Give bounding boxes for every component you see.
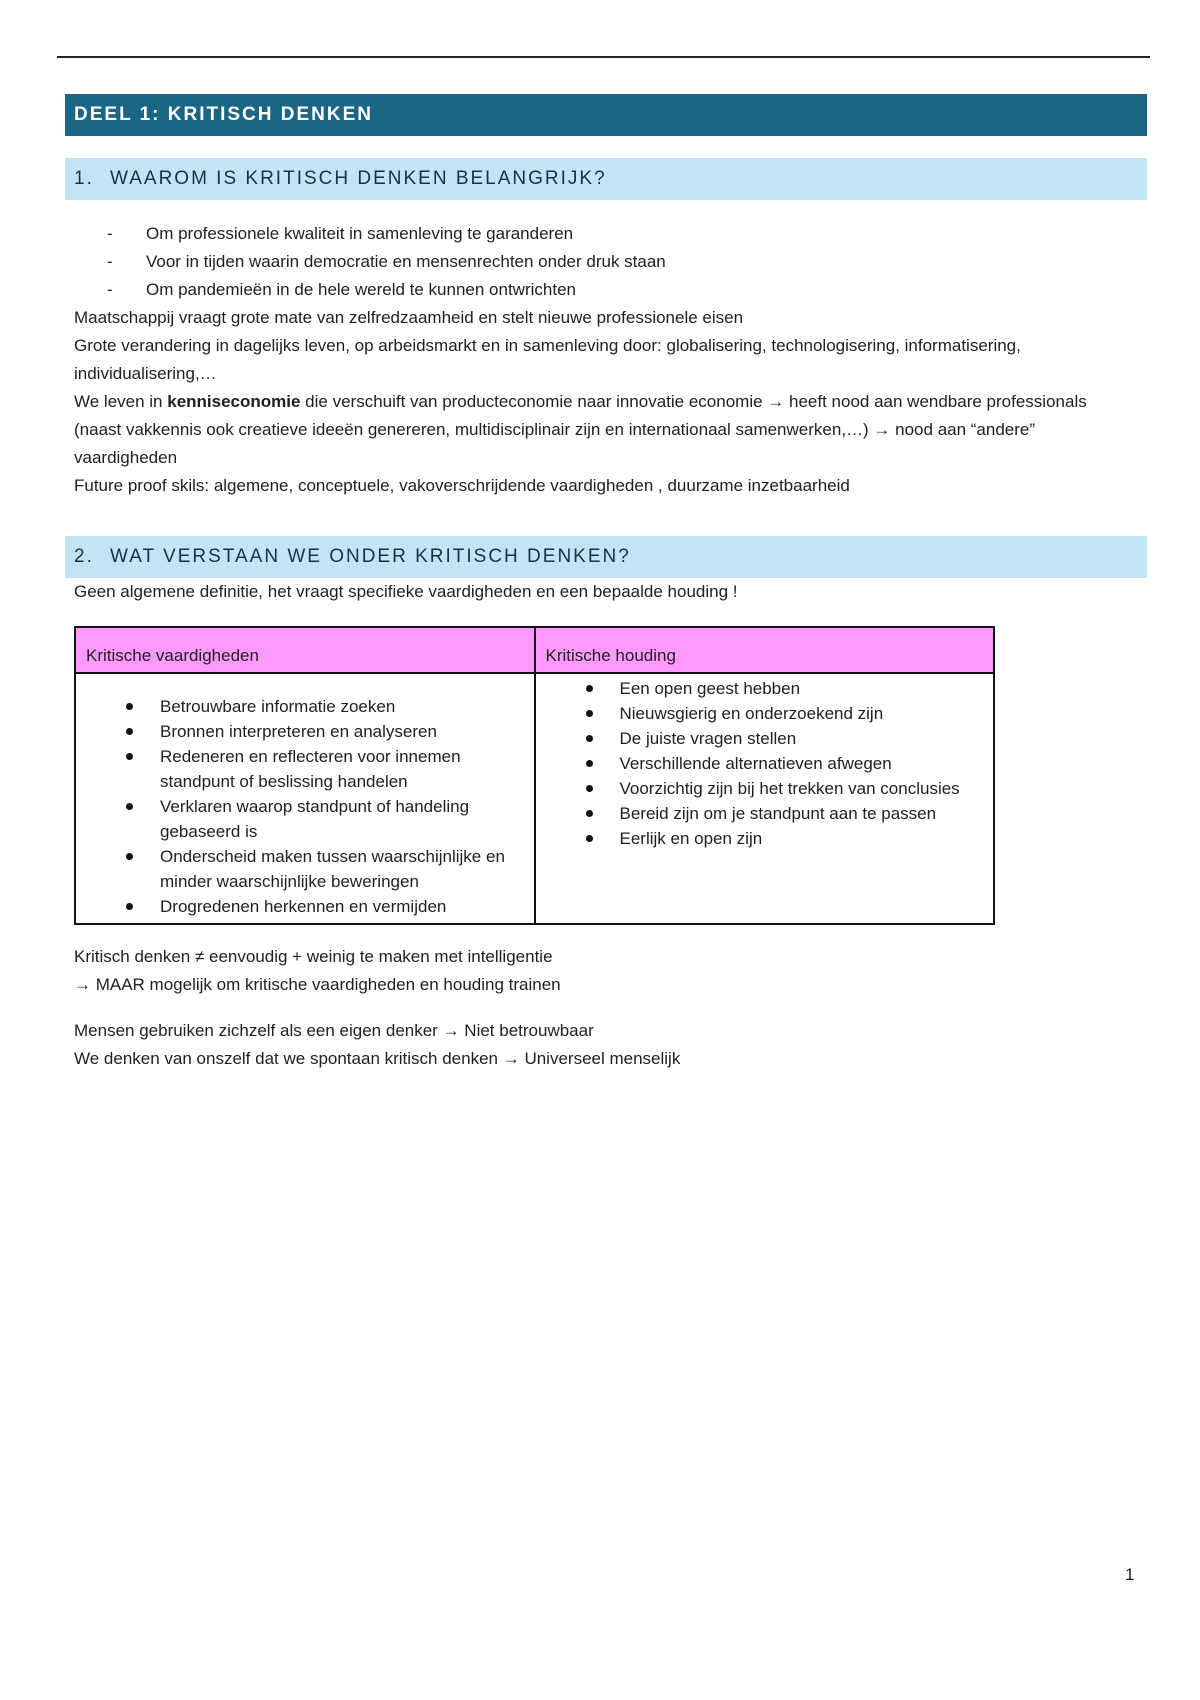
attitude-list: [536, 674, 994, 851]
paragraph-definition: Geen algemene definitie, het vraagt specifieke vaardigheden en een bepaalde houding !: [74, 582, 738, 601]
section-1-number: 1.: [74, 168, 94, 189]
list-item: [536, 751, 994, 776]
list-item: [76, 744, 534, 794]
bullet-icon: [126, 703, 133, 710]
note-line: Mensen gebruiken zichzelf als een eigen denker → Niet betrouwbaar: [74, 1021, 594, 1040]
list-item-text: Verschillende alternatieven afwegen: [619, 754, 892, 773]
list-item-text: Onderscheid maken tussen waarschijnlijke en minder waarschijnlijke beweringen: [160, 847, 505, 891]
table-header-attitude: Kritische houding: [535, 627, 995, 673]
list-item-text: Redeneren en reflecteren voor innemen standpunt of beslissing handelen: [160, 747, 461, 791]
paragraph-change: Grote verandering in dagelijks leven, op arbeidsmarkt en in samenleving door: globalisering, technologisering, informatisering, individualisering,…: [74, 336, 1021, 383]
table-cell-skills: [75, 673, 535, 924]
bullet-icon: [586, 810, 593, 817]
paragraph-text: We leven in: [74, 392, 168, 411]
list-item: [536, 776, 994, 801]
bullet-icon: [126, 753, 133, 760]
section-1-title: WAAROM IS KRITISCH DENKEN BELANGRIJK?: [110, 168, 607, 189]
list-item-text: Voor in tijden waarin democratie en mensenrechten onder druk staan: [146, 252, 666, 271]
section-1-bullet-list: [65, 220, 1147, 304]
paragraph-knowledge-economy: [65, 388, 1134, 472]
critical-thinking-table: [74, 626, 995, 925]
note-line: Kritisch denken ≠ eenvoudig + weinig te maken met intelligentie: [74, 947, 553, 966]
bullet-icon: [586, 785, 593, 792]
paragraph-society: Maatschappij vraagt grote mate van zelfredzaamheid en stelt nieuwe professionele eisen: [74, 308, 744, 327]
list-item: [76, 719, 534, 744]
bullet-icon: [126, 903, 133, 910]
note-block-1: [65, 943, 1147, 999]
list-item: [65, 248, 1147, 276]
note-line: We denken van onszelf dat we spontaan kritisch denken → Universeel menselijk: [74, 1049, 681, 1068]
section-2-number: 2.: [74, 546, 94, 567]
dash-marker: -: [107, 224, 113, 243]
bullet-icon: [126, 803, 133, 810]
list-item-text: Bronnen interpreteren en analyseren: [160, 722, 437, 741]
list-item: [536, 676, 994, 701]
list-item: [65, 220, 1147, 248]
list-item: [65, 276, 1147, 304]
list-item: [536, 826, 994, 851]
bullet-icon: [586, 760, 593, 767]
section-2-title: WAT VERSTAAN WE ONDER KRITISCH DENKEN?: [110, 546, 631, 567]
bullet-icon: [586, 735, 593, 742]
list-item-text: Drogredenen herkennen en vermijden: [160, 897, 447, 916]
paragraph-future-proof: Future proof skils: algemene, conceptuele, vakoverschrijdende vaardigheden , duurzame inzetbaarheid: [74, 476, 850, 495]
list-item: [536, 701, 994, 726]
list-item: [536, 801, 994, 826]
list-item: [536, 726, 994, 751]
document-body: [65, 94, 1147, 1073]
list-item-text: Om professionele kwaliteit in samenleving te garanderen: [146, 224, 574, 243]
section-1-header: [65, 158, 1147, 200]
table-header-skills: Kritische vaardigheden: [75, 627, 535, 673]
note-line: → MAAR mogelijk om kritische vaardigheden en houding trainen: [74, 975, 561, 994]
list-item: [76, 844, 534, 894]
list-item-text: Verklaren waarop standpunt of handeling gebaseerd is: [160, 797, 470, 841]
section-2-header: [65, 536, 1147, 578]
part-header: DEEL 1: KRITISCH DENKEN: [65, 94, 1147, 136]
list-item-text: Bereid zijn om je standpunt aan te passen: [619, 804, 937, 823]
note-block-2: [65, 1017, 1147, 1073]
table-cell-attitude: [535, 673, 995, 924]
dash-marker: -: [107, 252, 113, 271]
list-item: [76, 894, 534, 919]
bullet-icon: [126, 728, 133, 735]
header-rule: [57, 56, 1150, 58]
list-item-text: Eerlijk en open zijn: [619, 829, 763, 848]
bullet-icon: [586, 685, 593, 692]
bullet-icon: [586, 835, 593, 842]
skills-list: [76, 674, 534, 923]
bullet-icon: [586, 710, 593, 717]
list-item-text: Nieuwsgierig en onderzoekend zijn: [619, 704, 884, 723]
list-item-text: Betrouwbare informatie zoeken: [160, 697, 396, 716]
bullet-icon: [126, 853, 133, 860]
list-item-text: De juiste vragen stellen: [619, 729, 797, 748]
list-item: [76, 794, 534, 844]
list-item-text: Om pandemieën in de hele wereld te kunnen ontwrichten: [146, 280, 576, 299]
bold-term: kenniseconomie: [167, 392, 301, 411]
dash-marker: -: [107, 280, 113, 299]
list-item: [76, 694, 534, 719]
paragraph-text: die verschuift van producteconomie naar innovatie economie → heeft nood aan wendbare professionals (naast vakkennis ook creatieve ideeën genereren, multidisciplinair zijn en internationaal samenwerken,…) → nood aan “andere” vaardigheden: [74, 392, 1087, 467]
page-number: 1: [1125, 1565, 1135, 1584]
list-item-text: Voorzichtig zijn bij het trekken van conclusies: [619, 779, 960, 798]
list-item-text: Een open geest hebben: [619, 679, 801, 698]
